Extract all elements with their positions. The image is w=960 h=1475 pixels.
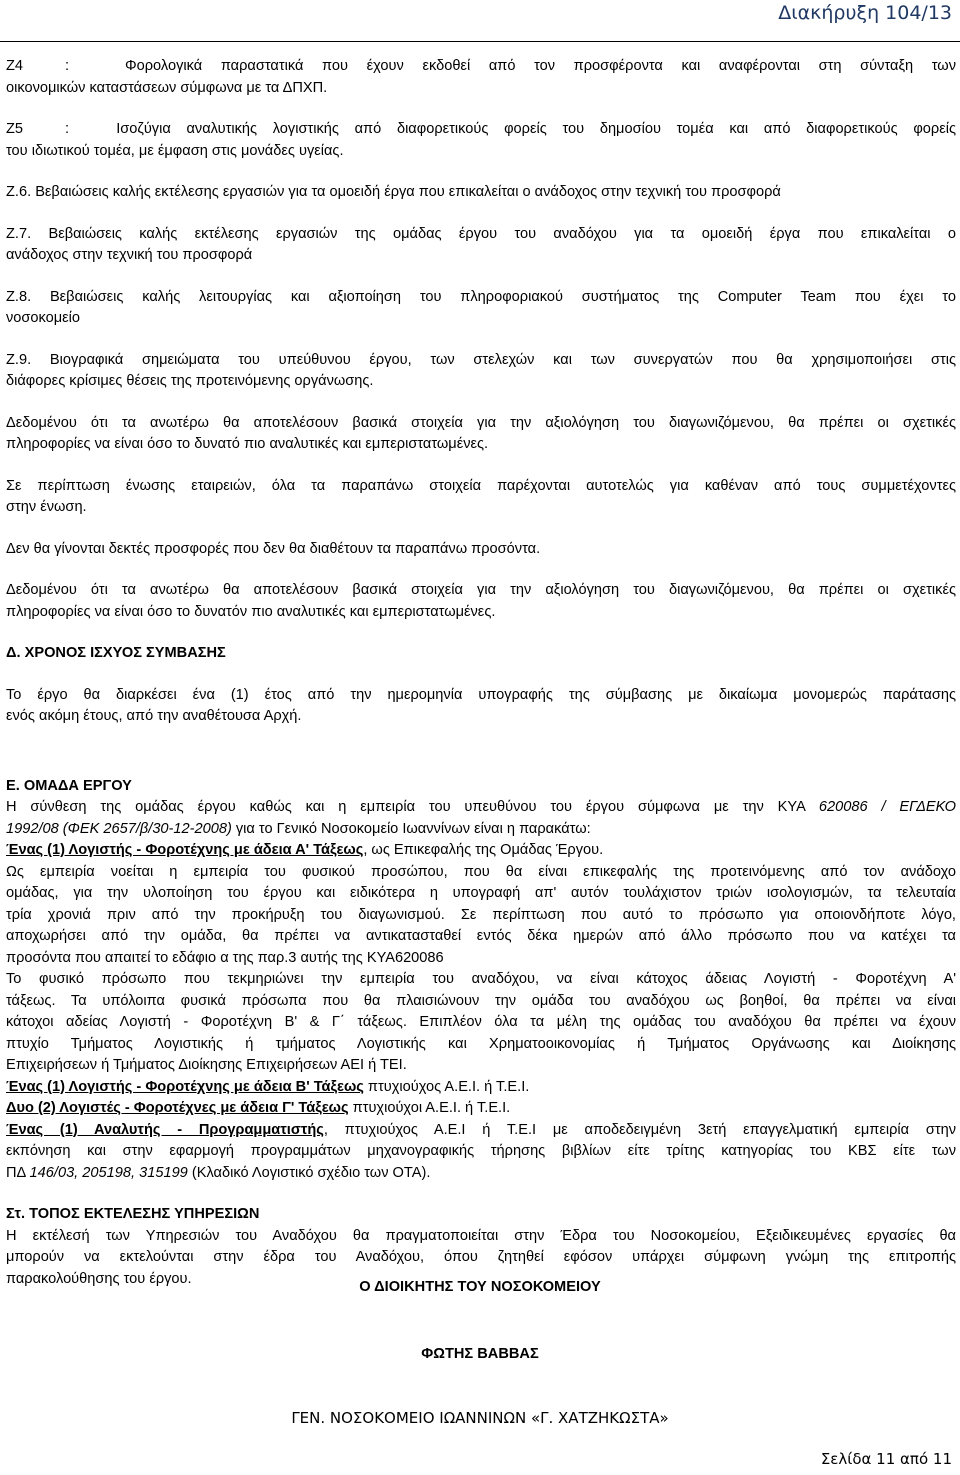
paragraph-consortium: Σε περίπτωση ένωσης εταιρειών, όλα τα παραπάνω στοιχεία παρέχονται αυτοτελώς για καθέναν από τους συμμετέχοντες στην ένωση. xyxy=(6,477,956,515)
section-d-heading: Δ. ΧΡΟΝΟΣ ΙΣΧΥΟΣ ΣΥΜΒΑΣΗΣ xyxy=(6,645,226,661)
paragraph-rejection: Δεν θα γίνονται δεκτές προσφορές που δεν θα διαθέτουν τα παραπάνω προσόντα. xyxy=(6,540,541,557)
document-header-title: Διακήρυξη 104/13 xyxy=(778,2,952,24)
paragraph-evaluation: Δεδομένου ότι τα ανωτέρω θα αποτελέσουν βασικά στοιχεία για την αξιολόγηση του διαγωνιζόμενου, θα πρέπει οι σχετικές πληροφορίες να είναι όσο το δυνατό πιο αναλυτικές και εμπεριστατωμένες. xyxy=(6,414,956,452)
item-z4: Z4 : Φορολογικά παραστατικά που έχουν εκδοθεί από τον προσφέροντα και αναφέρονται στη σύνταξη των οικονομικών καταστάσεων σύμφωνα με τα ΔΠΧΠ. xyxy=(6,56,956,99)
item-code: Z5 xyxy=(6,121,24,137)
section-st-heading: Στ. ΤΟΠΟΣ ΕΚΤΕΛΕΣΗΣ ΥΠΗΡΕΣΙΩΝ xyxy=(6,1206,260,1222)
item-text-cont: οικονομικών καταστάσεων σύμφωνα με τα ΔΠΧΠ. xyxy=(6,79,328,96)
item-z6: Ζ.6. Βεβαιώσεις καλής εκτέλεσης εργασιών για τα ομοειδή έργα που επικαλείται ο ανάδοχος στην τεχνική του προσφορά xyxy=(6,184,781,200)
document-body xyxy=(6,56,956,1290)
footer-organization: ΓΕΝ. ΝΟΣΟΚΟΜΕΙΟ ΙΩΑΝΝΙΝΩΝ «Γ. ΧΑΤΖΗΚΩΣΤΑ» xyxy=(291,1409,669,1427)
header-rule xyxy=(0,41,960,42)
role-accountants-c: Δυο (2) Λογιστές - Φοροτέχνες με άδεια Γ' Τάξεως xyxy=(6,1100,349,1116)
item-text: Φορολογικά παραστατικά που έχουν εκδοθεί από τον προσφέροντα και αναφέρονται στη σύνταξη των xyxy=(125,58,956,74)
role-accountant-b: Ένας (1) Λογιστής - Φοροτέχνης με άδεια Β' Τάξεως xyxy=(6,1078,364,1095)
section-st-body: Η εκτέλεσή των Υπηρεσιών του Αναδόχου θα πραγματοποιείται στην Έδρα του Νοσοκομείου, Εξειδικευμένες εργασίες θα μπορούν να εκτελούνται στην έδρα του Αναδόχου, όπου ζητηθεί εφόσον υπάρχει σύμφωνη γνώμη της επιτροπής παρακολούθησης του έργου. xyxy=(6,1227,956,1287)
item-code: Z4 xyxy=(6,58,24,74)
item-z7: Ζ.7. Βεβαιώσεις καλής εκτέλεσης εργασιών της ομάδας έργου του αναδόχου για τα ομοειδή έργα που επικαλείται ο ανάδοχος στην τεχνική του προσφορά xyxy=(6,225,956,263)
item-z8: Ζ.8. Βεβαιώσεις καλής λειτουργίας και αξιοποίηση του πληροφοριακού συστήματος της Computer Team που έχει το νοσοκομείο xyxy=(6,288,956,326)
signature-title: Ο ΔΙΟΙΚΗΤΗΣ ΤΟΥ ΝΟΣΟΚΟΜΕΙΟΥ xyxy=(359,1279,601,1295)
signature-name: ΦΩΤΗΣ ΒΑΒΒΑΣ xyxy=(421,1346,539,1362)
item-z5: Z5 : Ισοζύγια αναλυτικής λογιστικής από διαφορετικούς φορείς του δημοσίου τομέα και από διαφορετικούς φορείς του ιδιωτικού τομέα, με έμφαση στις μονάδες υγείας. xyxy=(6,119,956,162)
role-analyst-programmer: Ένας (1) Αναλυτής - Προγραμματιστής xyxy=(6,1121,324,1138)
section-e-heading: Ε. ΟΜΑΔΑ ΕΡΓΟΥ xyxy=(6,777,132,794)
item-text-cont: του ιδιωτικού τομέα, με έμφαση στις μονάδες υγείας. xyxy=(6,142,344,159)
role-lead-accountant: Ένας (1) Λογιστής - Φοροτέχνης με άδεια Α' Τάξεως xyxy=(6,842,364,858)
section-e-body: Η σύνθεση της ομάδας έργου καθώς και η εμπειρία του υπευθύνου του έργου σύμφωνα με την ΚΥΑ 620086 / ΕΓΔΕΚΟ 1992/08 (ΦΕΚ 2657/β/30-12-2008) για το Γενικό Νοσοκομείο Ιωαννίνων είναι η παρακάτω: Ένας (1) Λογιστής - Φοροτέχνης με άδεια Α' Τάξεως, ως Επικεφαλής της Ομάδας Έργου. Ως εμπειρία νοείται η εμπειρία του φυσικού προσώπου, που θα είναι επικεφαλής της προτεινόμενης από τον ανάδοχο ομάδας, για την υλοποίηση του έργου και ειδικότερα η υπογραφή απ' αυτόν τουλάχιστον τριών ισολογισμών, τα τελευταία τρία χρονιά πριν από την προκήρυξη του διαγωνισμού. Σε περίπτωση που αυτό το πρόσωπο για οποιονδήποτε λόγο, αποχωρήσει από την ομάδα, θα πρέπει να αντικατασταθεί εντός δέκα ημερών από άλλο πρόσωπο που να κατέχει τα προσόντα που απαιτεί το εδάφιο α της παρ.3 αυτής της ΚΥΑ620086 Το φυσικό πρόσωπο που τεκμηριώνει την εμπειρία του αναδόχου, να είναι κάτοχος άδειας Λογιστή - Φοροτέχνη Α' τάξεως. Τα υπόλοιπα φυσικά πρόσωπα που θα πλαισιώνουν την ομάδα του αναδόχου ως βοηθοί, θα πρέπει να είναι κάτοχοι αδείας Λογιστή - Φοροτέχνη Β' & Γ΄ τάξεως. Επιπλέον όλα τα μέλη της ομάδας του αναδόχου θα πρέπει να έχουν πτυχίο Τμήματος Λογιστικής ή τμήματος Λογιστικής και Χρηματοοικονομίας ή Τμήματος Οργάνωσης και Διοίκησης Επιχειρήσεων ή Τμήματος Διοίκησης Επιχειρήσεων ΑΕΙ ή ΤΕΙ. Ένας (1) Λογιστής - Φοροτέχνης με άδεια Β' Τάξεως πτυχιούχος Α.Ε.Ι. ή Τ.Ε.Ι. Δυο (2) Λογιστές - Φοροτέχνες με άδεια Γ' Τάξεως πτυχιούχοι Α.Ε.Ι. ή Τ.Ε.Ι. Ένας (1) Αναλυτής - Προγραμματιστής, πτυχιούχος Α.Ε.Ι ή Τ.Ε.Ι με αποδεδειγμένη 3ετή επαγγελματική εμπειρία στην εκπόνηση και στην εφαρμογή προγραμμάτων μηχανογραφικής τήρησης βιβλίων είτε τρίτης κατηγορίας του ΚΒΣ είτε των ΠΔ 146/03, 205198, 315199 (Κλαδικό Λογιστικό σχέδιο των ΟΤΑ). xyxy=(6,799,957,1181)
item-z9: Ζ.9. Βιογραφικά σημειώματα του υπεύθυνου έργου, των στελεχών και των συνεργατών που θα χρησιμοποιήσει στις διάφορες κρίσιμες θέσεις της προτεινόμενης οργάνωσης. xyxy=(6,351,956,389)
section-d-body: Το έργο θα διαρκέσει ένα (1) έτος από την ημερομηνία υπογραφής της σύμβασης με δικαίωμα μονομερώς παράτασης ενός ακόμη έτους, από την αναθέτουσα Αρχή. xyxy=(6,686,956,724)
page-number: Σελίδα 11 από 11 xyxy=(820,1450,952,1468)
item-text: Ισοζύγια αναλυτικής λογιστικής από διαφορετικούς φορείς του δημοσίου τομέα και από διαφορετικούς φορείς xyxy=(116,121,956,137)
paragraph-evaluation-repeat: Δεδομένου ότι τα ανωτέρω θα αποτελέσουν βασικά στοιχεία για την αξιολόγηση του διαγωνιζόμενου, θα πρέπει οι σχετικές πληροφορίες να είναι όσο το δυνατόν πιο αναλυτικές και εμπεριστατωμένες. xyxy=(6,582,956,620)
